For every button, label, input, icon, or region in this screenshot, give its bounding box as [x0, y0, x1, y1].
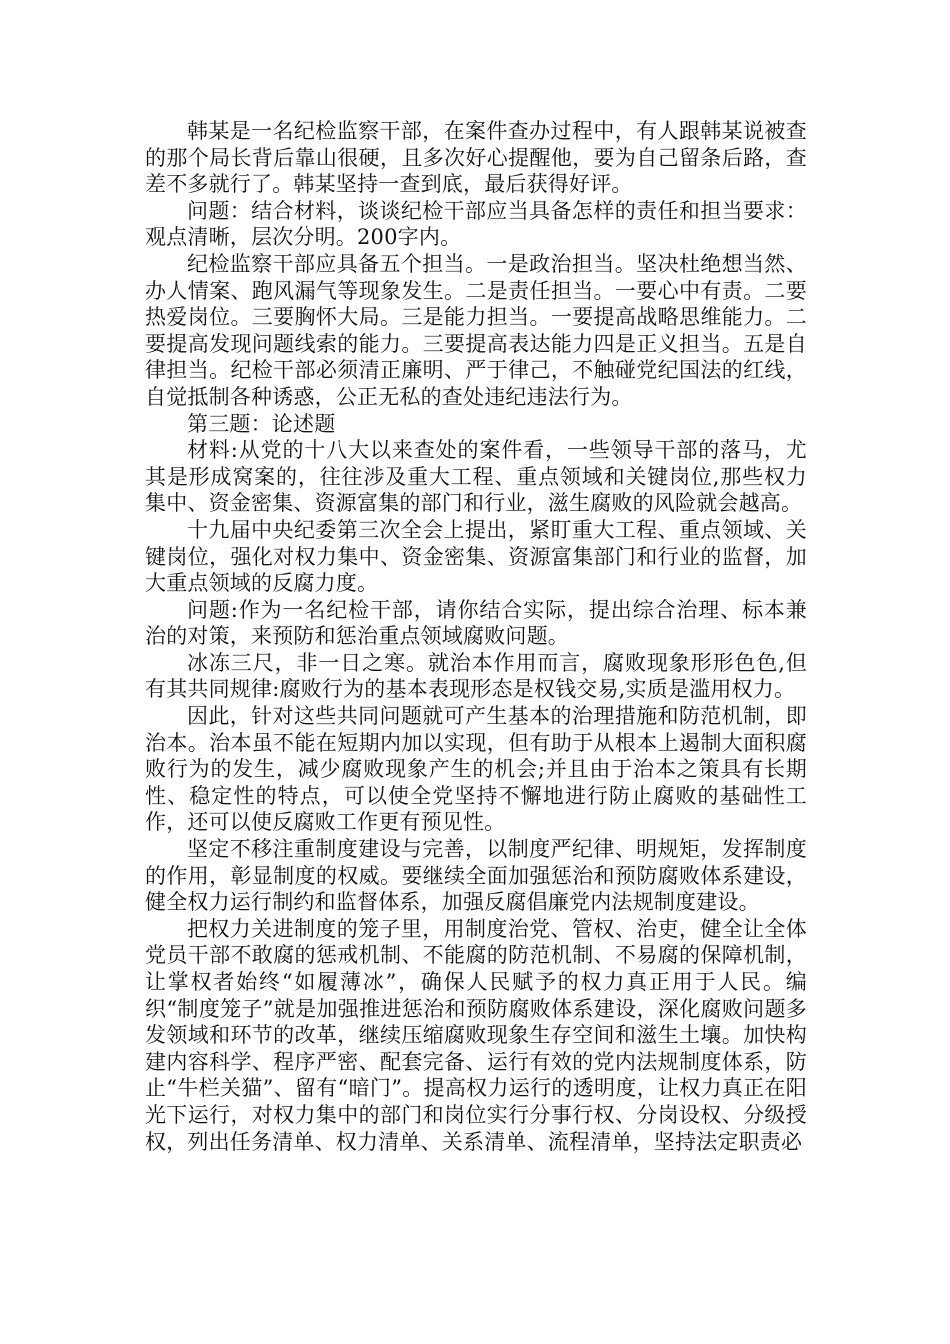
- paragraph-answer-4: 坚定不移注重制度建设与完善，以制度严纪律、明规矩，发挥制度的作用，彰显制度的权威。要继续全面加强惩治和预防腐败体系建设，健全权力运行制约和监督体系，加强反腐倡廉党内法规制度建设。: [145, 837, 807, 915]
- paragraph-case-material: 韩某是一名纪检监察干部，在案件查办过程中，有人跟韩某说被查的那个局长背后靠山很硬，且多次好心提醒他，要为自己留条后路，查差不多就行了。韩某坚持一查到底，最后获得好评。: [145, 119, 807, 197]
- paragraph-answer-3: 因此，针对这些共同问题就可产生基本的治理措施和防范机制，即治本。治本虽不能在短期内加以实现，但有助于从根本上遏制大面积腐败行为的发生，减少腐败现象产生的机会;并且由于治本之策具有长期性、稳定性的特点，可以使全党坚持不懈地进行防止腐败的基础性工作，还可以使反腐败工作更有预见性。: [145, 704, 807, 835]
- paragraph-answer-2: 冰冻三尺，非一日之寒。就治本作用而言，腐败现象形形色色,但有其共同规律:腐败行为的基本表现形态是权钱交易,实质是滥用权力。: [145, 650, 807, 702]
- paragraph-answer-1: 纪检监察干部应具备五个担当。一是政治担当。坚决杜绝想当然、办人情案、跑风漏气等现象发生。二是责任担当。一要心中有责。二要热爱岗位。三要胸怀大局。三是能力担当。一要提高战略思维能力。二要提高发现问题线索的能力。三要提高表达能力四是正义担当。五是自律担当。纪检干部必须清正廉明、严于律己，不触碰党纪国法的红线，自觉抵制各种诱惑，公正无私的查处违纪违法行为。: [145, 251, 807, 409]
- paragraph-material-3: 十九届中央纪委第三次全会上提出，紧盯重大工程、重点领域、关键岗位，强化对权力集中、资金密集、资源富集部门和行业的监督，加大重点领域的反腐力度。: [145, 517, 807, 596]
- paragraph-question-1: 问题：结合材料，谈谈纪检干部应当具备怎样的责任和担当要求：观点清晰，层次分明。200字内。: [145, 198, 807, 250]
- paragraph-material-2: 材料:从党的十八大以来查处的案件看，一些领导干部的落马，尤其是形成窝案的，往往涉及重大工程、重点领域和关键岗位,那些权力集中、资金密集、资源富集的部门和行业，滋生腐败的风险就会越高。: [145, 438, 807, 516]
- document-body: [145, 118, 807, 1155]
- paragraph-question-2: 问题:作为一名纪检干部，请你结合实际，提出综合治理、标本兼治的对策，来预防和惩治重点领域腐败问题。: [145, 597, 807, 649]
- paragraph-section-heading: 第三题：论述题: [187, 411, 336, 436]
- paragraph-answer-5: 把权力关进制度的笼子里，用制度治党、管权、治吏，健全让全体党员干部不敢腐的惩戒机制、不能腐的防范机制、不易腐的保障机制，让掌权者始终“如履薄冰”，确保人民赋予的权力真正用于人民。编织“制度笼子”就是加强推进惩治和预防腐败体系建设，深化腐败问题多发领域和环节的改革，继续压缩腐败现象生存空间和滋生土壤。加快构建内容科学、程序严密、配套完备、运行有效的党内法规制度体系，防止“牛栏关猫”、留有“暗门”。提高权力运行的透明度，让权力真正在阳光下运行，对权力集中的部门和岗位实行分事行权、分岗设权、分级授权，列出任务清单、权力清单、关系清单、流程清单，坚持法定职责必: [145, 916, 807, 1154]
